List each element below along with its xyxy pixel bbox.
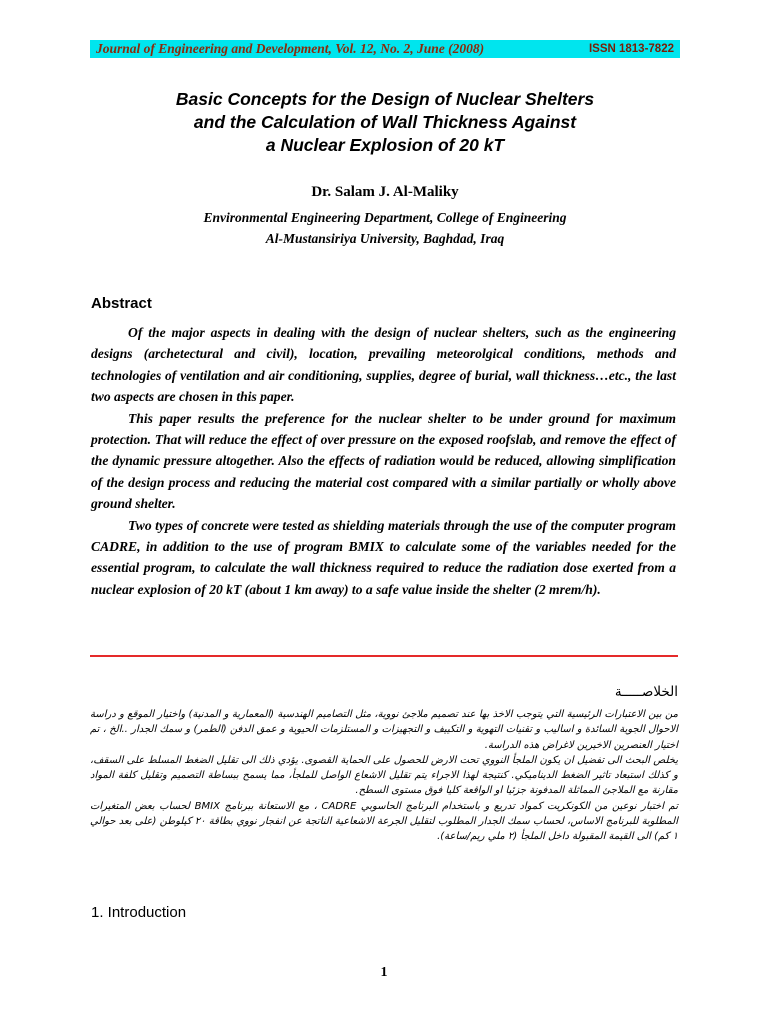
arabic-paragraph-2: يخلص البحث الى تفضيل ان يكون الملجأ النووي تحت الارض للحصول على الحماية القصوى. يؤدي ذلك الى تقليل الضغط المسلط على السقف، و كذلك استبعاد تاثير الضغط الديناميكي. كنتيجة لهذا الاجراء يتم تقليل الاشعاع الواصل للملجأ، مما يسمح ببساطة التصميم وتقليل كلفة المواد مقارنة مع الملاجئ المماثلة المدفونة جزئيا او الواقعة كليا فوق مستوى السطح.: [90, 754, 678, 797]
introduction-heading: 1. Introduction: [91, 904, 187, 921]
page-number: 1: [380, 965, 388, 980]
arabic-abstract-heading: الخلاصـــــة: [614, 684, 678, 700]
title-line-1: Basic Concepts for the Design of Nuclear Shelters: [175, 89, 595, 109]
title-line-2: and the Calculation of Wall Thickness Against: [193, 112, 577, 132]
title-line-3: a Nuclear Explosion of 20 kT: [265, 135, 505, 155]
abstract-heading: Abstract: [91, 295, 152, 312]
abstract-body: [91, 322, 676, 600]
arabic-paragraph-3: تم اختبار نوعين من الكونكريت كمواد تدريع و باستخدام البرنامج الحاسوبي CADRE ، مع الاستعانة ببرنامج BMIX لحساب بعض المتغيرات المطلوبة للبرنامج الاساس، لحساب سمك الجدار المطلوب لتقليل الجرعة الاشعاعية الناتجة عن انفجار نووي بطاقة ٢٠ كيلوطن (على بعد حوالي ١ كم) الى القيمة المقبولة داخل الملجأ (٢ ملي ريم/ساعة).: [90, 800, 679, 843]
issn-label: ISSN 1813-7822: [588, 43, 674, 55]
abstract-paragraph-1: Of the major aspects in dealing with the design of nuclear shelters, such as the engineering designs (archetectural and civil), location, prevailing meteorolgical conditions, methods and technologies of ventilation and air conditioning, supplies, degree of burial, wall thickness…etc., the last two aspects are chosen in this paper.: [91, 325, 676, 405]
journal-citation: Journal of Engineering and Development, Vol. 12, No. 2, June (2008): [96, 41, 485, 56]
author-name: Dr. Salam J. Al-Maliky: [311, 184, 459, 200]
arabic-abstract-body: [90, 707, 678, 845]
affiliation-line-2: Al-Mustansiriya University, Baghdad, Iraq: [265, 231, 505, 246]
paper-title: [90, 88, 680, 157]
section-divider: [90, 655, 678, 657]
journal-header-bar: [90, 40, 680, 58]
arabic-paragraph-1: من بين الاعتبارات الرئيسية التي يتوجب الاخذ بها عند تصميم ملاجئ نووية، مثل التصاميم الهندسية (المعمارية و المدنية) واختيار الموقع و دراسة الاحوال الجوية السائدة و اساليب و تقنيات التهوية و التكييف و التجهيزات و المستلزمات الحيوية و عمق الدفن (الطمر) و سمك الجدار ..الخ ، تم اختيار العنصرين الاخيرين لاغراض هذه الدراسة.: [90, 709, 678, 751]
abstract-paragraph-2: This paper results the preference for the nuclear shelter to be under ground for maximum protection. That will reduce the effect of over pressure on the exposed roofslab, and remove the effect of the dynamic pressure altogether. Also the effects of radiation would be reduced, allowing simplification of the design process and reducing the material cost compared with a similar partially or wholly above ground shelter.: [91, 410, 676, 512]
affiliation-line-1: Environmental Engineering Department, College of Engineering: [203, 210, 567, 225]
abstract-paragraph-3: Two types of concrete were tested as shielding materials through the use of the computer program CADRE, in addition to the use of program BMIX to calculate some of the variables needed for the essential program, to calculate the wall thickness required to reduce the radiation dose exerted from a nuclear explosion of 20 kT (about 1 km away) to a safe value inside the shelter (2 mrem/h).: [91, 517, 676, 597]
author-affiliation: [90, 207, 680, 249]
